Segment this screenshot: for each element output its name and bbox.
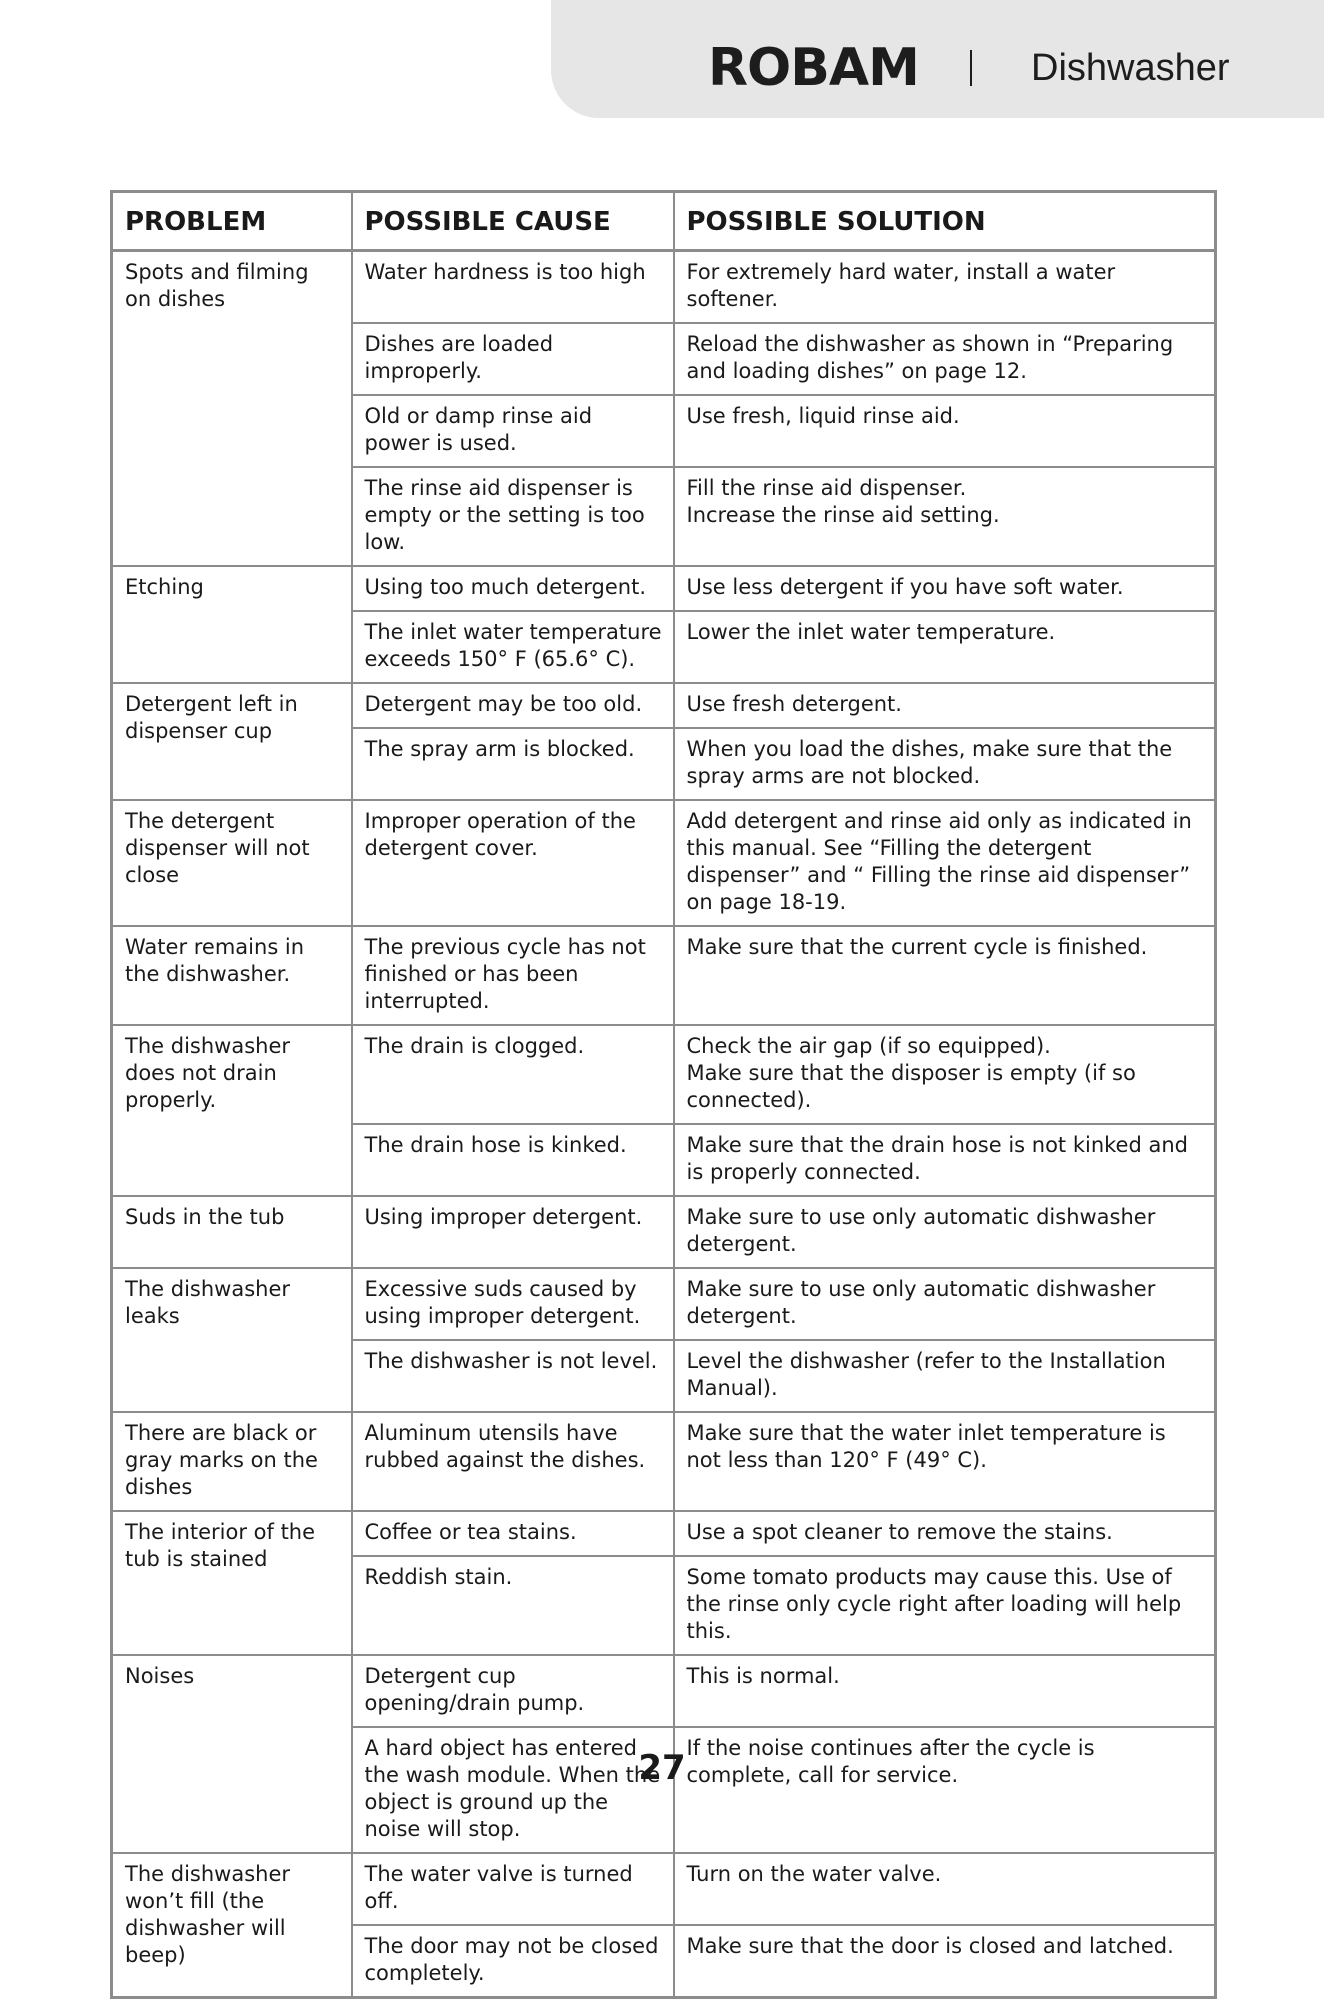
table-row bbox=[112, 566, 1216, 611]
solution-cell bbox=[674, 1124, 1216, 1196]
solution-cell bbox=[674, 800, 1216, 926]
solution-cell bbox=[674, 1025, 1216, 1124]
solution-cell bbox=[674, 1511, 1216, 1556]
solution-cell bbox=[674, 1925, 1216, 1998]
solution-cell bbox=[674, 566, 1216, 611]
cause-cell: Detergent cup opening/drain pump. bbox=[352, 1655, 674, 1727]
solution-cell bbox=[674, 1655, 1216, 1727]
table-row bbox=[112, 1412, 1216, 1511]
problem-cell: Suds in the tub bbox=[112, 1196, 352, 1268]
problem-cell: The detergent dispenser will not close bbox=[112, 800, 352, 926]
solution-cell bbox=[674, 683, 1216, 728]
cause-cell: The rinse aid dispenser is empty or the setting is too low. bbox=[352, 467, 674, 566]
solution-line: Use fresh, liquid rinse aid. bbox=[686, 404, 960, 428]
solution-line: Use less detergent if you have soft water. bbox=[686, 575, 1124, 599]
problem-cell: Detergent left in dispenser cup bbox=[112, 683, 352, 800]
solution-cell bbox=[674, 1196, 1216, 1268]
solution-line: Check the air gap (if so equipped). bbox=[686, 1034, 1051, 1058]
cause-cell: The water valve is turned off. bbox=[352, 1853, 674, 1925]
problem-cell: Water remains in the dishwasher. bbox=[112, 926, 352, 1025]
troubleshooting-table bbox=[110, 190, 1217, 1999]
solution-cell bbox=[674, 1727, 1216, 1853]
solution-cell bbox=[674, 395, 1216, 467]
table-row bbox=[112, 800, 1216, 926]
table-row bbox=[112, 1196, 1216, 1268]
problem-cell: Noises bbox=[112, 1655, 352, 1853]
solution-cell bbox=[674, 1412, 1216, 1511]
cause-cell: The dishwasher is not level. bbox=[352, 1340, 674, 1412]
solution-cell bbox=[674, 926, 1216, 1025]
cause-cell: The spray arm is blocked. bbox=[352, 728, 674, 800]
cause-cell: Aluminum utensils have rubbed against the dishes. bbox=[352, 1412, 674, 1511]
solution-line: Make sure to use only automatic dishwasher detergent. bbox=[686, 1205, 1156, 1256]
product-name: Dishwasher bbox=[1031, 47, 1230, 89]
table-row bbox=[112, 1025, 1216, 1124]
cause-cell: Improper operation of the detergent cover. bbox=[352, 800, 674, 926]
solution-line: Lower the inlet water temperature. bbox=[686, 620, 1056, 644]
solution-line: Make sure that the door is closed and latched. bbox=[686, 1934, 1174, 1958]
solution-line: For extremely hard water, install a water softener. bbox=[686, 260, 1116, 311]
header-divider bbox=[970, 50, 972, 86]
solution-line: Make sure that the disposer is empty (if so connected). bbox=[686, 1061, 1136, 1112]
solution-cell bbox=[674, 728, 1216, 800]
solution-line: Level the dishwasher (refer to the Installation Manual). bbox=[686, 1349, 1166, 1400]
problem-cell: There are black or gray marks on the dishes bbox=[112, 1412, 352, 1511]
cause-cell: Detergent may be too old. bbox=[352, 683, 674, 728]
table-row bbox=[112, 1853, 1216, 1925]
cause-cell: Using too much detergent. bbox=[352, 566, 674, 611]
cause-cell: The inlet water temperature exceeds 150° F (65.6° C). bbox=[352, 611, 674, 683]
table-row bbox=[112, 1268, 1216, 1340]
solution-cell bbox=[674, 611, 1216, 683]
problem-cell: The interior of the tub is stained bbox=[112, 1511, 352, 1655]
problem-cell: Spots and filming on dishes bbox=[112, 251, 352, 567]
table-body bbox=[112, 251, 1216, 1998]
solution-line: Increase the rinse aid setting. bbox=[686, 503, 1000, 527]
brand-logo: ROBAM bbox=[708, 38, 919, 98]
problem-cell: The dishwasher does not drain properly. bbox=[112, 1025, 352, 1196]
solution-cell bbox=[674, 1340, 1216, 1412]
solution-cell bbox=[674, 1853, 1216, 1925]
solution-line: Turn on the water valve. bbox=[686, 1862, 942, 1886]
solution-line: This is normal. bbox=[686, 1664, 840, 1688]
cause-cell: Using improper detergent. bbox=[352, 1196, 674, 1268]
cause-cell: The door may not be closed completely. bbox=[352, 1925, 674, 1998]
cause-cell: Reddish stain. bbox=[352, 1556, 674, 1655]
solution-line: Use fresh detergent. bbox=[686, 692, 902, 716]
cause-cell: Excessive suds caused by using improper detergent. bbox=[352, 1268, 674, 1340]
solution-line: Make sure that the current cycle is finished. bbox=[686, 935, 1148, 959]
solution-cell bbox=[674, 251, 1216, 324]
table-header-row bbox=[112, 192, 1216, 251]
solution-line: Reload the dishwasher as shown in “Preparing and loading dishes” on page 12. bbox=[686, 332, 1174, 383]
cause-cell: The drain is clogged. bbox=[352, 1025, 674, 1124]
table-row bbox=[112, 926, 1216, 1025]
solution-cell bbox=[674, 1268, 1216, 1340]
problem-cell: The dishwasher won’t fill (the dishwasher will beep) bbox=[112, 1853, 352, 1998]
table-row bbox=[112, 1511, 1216, 1556]
page-number: 27 bbox=[638, 1748, 686, 1788]
solution-line: When you load the dishes, make sure that the spray arms are not blocked. bbox=[686, 737, 1173, 788]
cause-cell: Old or damp rinse aid power is used. bbox=[352, 395, 674, 467]
cause-cell: Water hardness is too high bbox=[352, 251, 674, 324]
solution-line: Fill the rinse aid dispenser. bbox=[686, 476, 967, 500]
solution-line: Make sure to use only automatic dishwasher detergent. bbox=[686, 1277, 1156, 1328]
solution-cell bbox=[674, 323, 1216, 395]
cause-cell: Dishes are loaded improperly. bbox=[352, 323, 674, 395]
table-row bbox=[112, 683, 1216, 728]
table-row bbox=[112, 1655, 1216, 1727]
problem-cell: Etching bbox=[112, 566, 352, 683]
solution-cell bbox=[674, 467, 1216, 566]
cause-cell: The drain hose is kinked. bbox=[352, 1124, 674, 1196]
cause-cell: A hard object has entered the wash module. When the object is ground up the noise will stop. bbox=[352, 1727, 674, 1853]
table-row bbox=[112, 251, 1216, 324]
troubleshooting-table-container bbox=[110, 190, 1214, 1999]
solution-line: Make sure that the drain hose is not kinked and is properly connected. bbox=[686, 1133, 1188, 1184]
header-problem: PROBLEM bbox=[112, 192, 352, 251]
solution-cell bbox=[674, 1556, 1216, 1655]
solution-line: Use a spot cleaner to remove the stains. bbox=[686, 1520, 1113, 1544]
solution-line: Add detergent and rinse aid only as indicated in this manual. See “Filling the detergent dispenser” and “ Filling the rinse aid dispenser” on page 18-19. bbox=[686, 809, 1192, 914]
solution-line: Make sure that the water inlet temperature is not less than 120° F (49° C). bbox=[686, 1421, 1166, 1472]
cause-cell: The previous cycle has not finished or has been interrupted. bbox=[352, 926, 674, 1025]
solution-line: Some tomato products may cause this. Use of the rinse only cycle right after loading will help this. bbox=[686, 1565, 1182, 1643]
solution-line: If the noise continues after the cycle is complete, call for service. bbox=[686, 1736, 1095, 1787]
header-solution: POSSIBLE SOLUTION bbox=[674, 192, 1216, 251]
cause-cell: Coffee or tea stains. bbox=[352, 1511, 674, 1556]
header-cause: POSSIBLE CAUSE bbox=[352, 192, 674, 251]
problem-cell: The dishwasher leaks bbox=[112, 1268, 352, 1412]
